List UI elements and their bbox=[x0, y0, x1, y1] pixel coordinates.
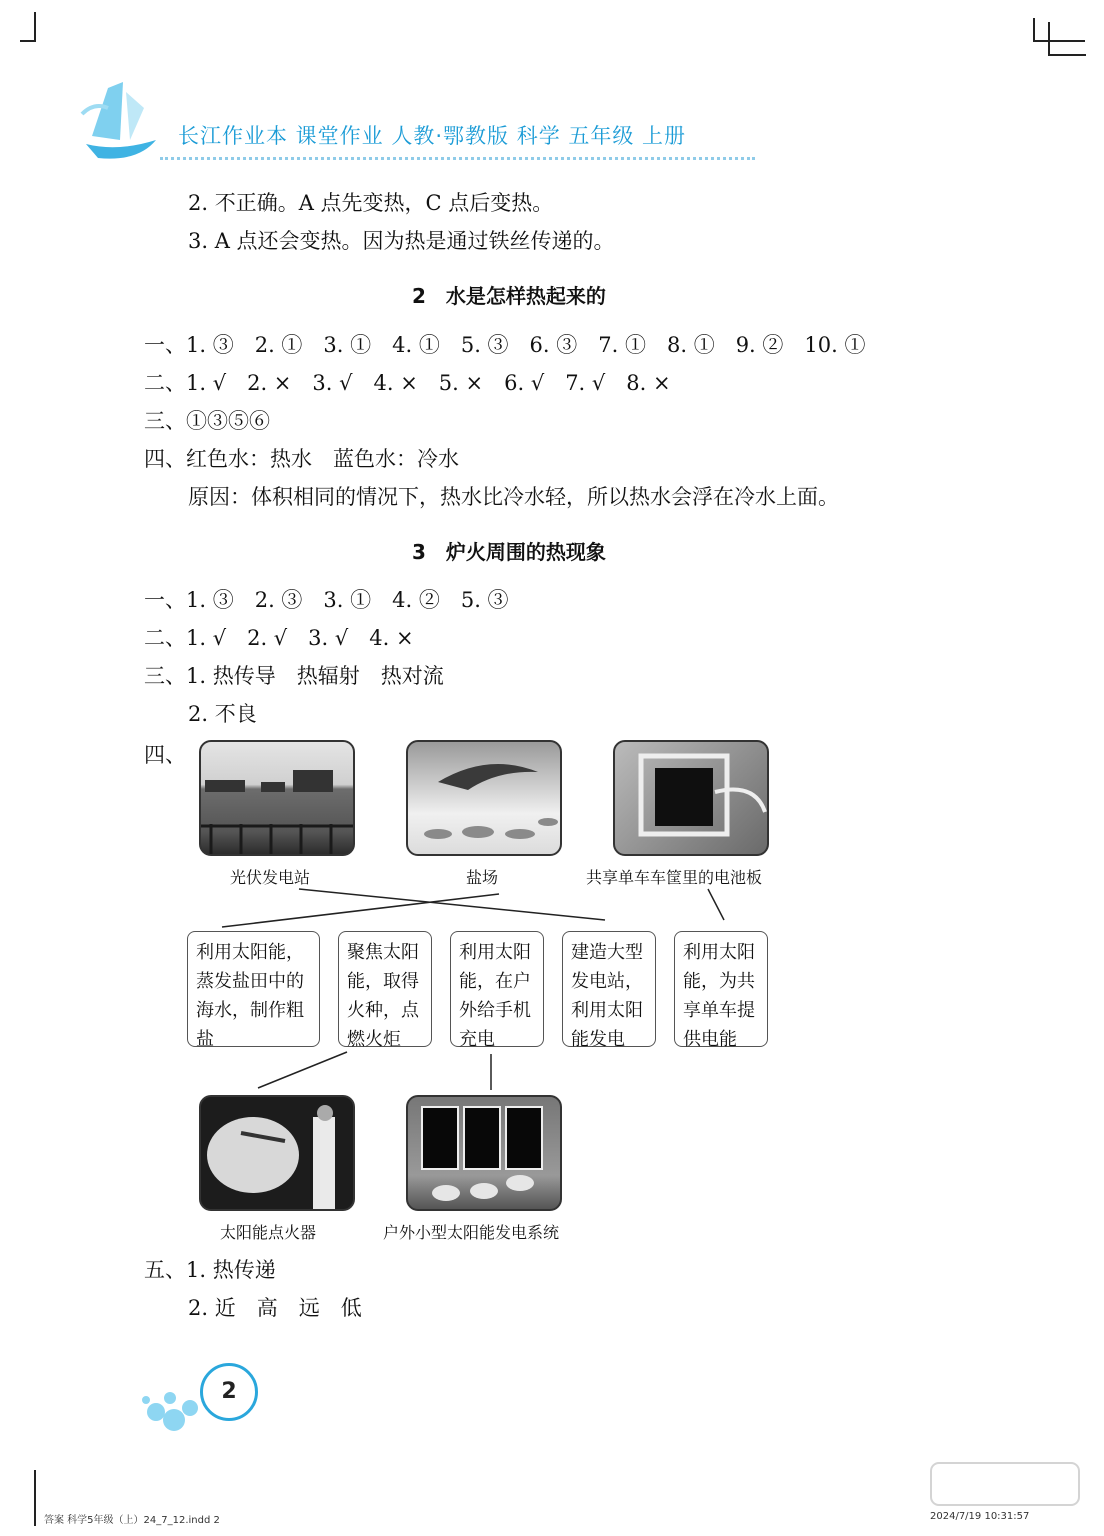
answer-line: 五、1. 热传递 bbox=[144, 1258, 276, 1282]
answer-line: 2. 近 高 远 低 bbox=[188, 1296, 362, 1320]
answer-line: 四、红色水：热水 蓝色水：冷水 bbox=[144, 447, 459, 471]
page-number: 2 bbox=[200, 1363, 258, 1421]
answer-line: 一、1. ③ 2. ③ 3. ① 4. ② 5. ③ bbox=[144, 588, 509, 612]
answer-line: 2. 不良 bbox=[188, 702, 257, 726]
match-line-bike-panel bbox=[708, 889, 724, 920]
photo-caption: 太阳能点火器 bbox=[220, 1223, 317, 1242]
answer-line: 3. A 点还会变热。因为热是通过铁丝传递的。 bbox=[188, 229, 615, 253]
footer-timestamp: 2024/7/19 10:31:57 bbox=[930, 1511, 1030, 1522]
header-title: 长江作业本 课堂作业 人教·鄂教版 科学 五年级 上册 bbox=[178, 124, 687, 148]
match-line-salt-field bbox=[222, 894, 499, 927]
footer-file-info: 答案 科学5年级（上）24_7_12.indd 2 bbox=[44, 1515, 220, 1526]
section-title: 3 炉火周围的热现象 bbox=[412, 540, 606, 564]
answer-line: 一、1. ③ 2. ① 3. ① 4. ① 5. ③ 6. ③ 7. ① 8. ① 9. ② 10. ① bbox=[144, 333, 866, 357]
answer-line: 二、1. √ 2. √ 3. √ 4. × bbox=[144, 626, 414, 650]
answer-line: 2. 不正确。A 点先变热，C 点后变热。 bbox=[188, 191, 554, 215]
photo-solar-igniter bbox=[199, 1095, 355, 1211]
use-box: 利用太阳 能，为共 享单车提 供电能 bbox=[674, 931, 768, 1047]
section-title: 2 水是怎样热起来的 bbox=[412, 284, 606, 308]
match-line-igniter bbox=[258, 1052, 347, 1088]
use-box: 利用太阳能， 蒸发盐田中的 海水，制作粗 盐 bbox=[187, 931, 320, 1047]
photo-caption: 光伏发电站 bbox=[230, 868, 311, 887]
answer-line: 原因：体积相同的情况下，热水比冷水轻，所以热水会浮在冷水上面。 bbox=[188, 485, 839, 509]
photo-outdoor-solar-system bbox=[406, 1095, 562, 1211]
match-line-pv-station bbox=[299, 889, 605, 920]
question-label: 四、 bbox=[144, 743, 186, 767]
answer-line: 三、1. 热传导 热辐射 热对流 bbox=[144, 664, 444, 688]
photo-caption: 盐场 bbox=[466, 868, 499, 887]
use-box: 利用太阳 能，在户 外给手机 充电 bbox=[450, 931, 544, 1047]
photo-caption: 共享单车车筐里的电池板 bbox=[586, 868, 763, 887]
answer-line: 二、1. √ 2. × 3. √ 4. × 5. × 6. √ 7. √ 8. × bbox=[144, 371, 671, 395]
use-box: 聚焦太阳 能，取得 火种，点 燃火炬 bbox=[338, 931, 432, 1047]
answer-line: 三、①③⑤⑥ bbox=[144, 409, 270, 433]
watermark bbox=[930, 1462, 1080, 1514]
photo-caption: 户外小型太阳能发电系统 bbox=[383, 1223, 560, 1242]
use-box: 建造大型 发电站， 利用太阳 能发电 bbox=[562, 931, 656, 1047]
